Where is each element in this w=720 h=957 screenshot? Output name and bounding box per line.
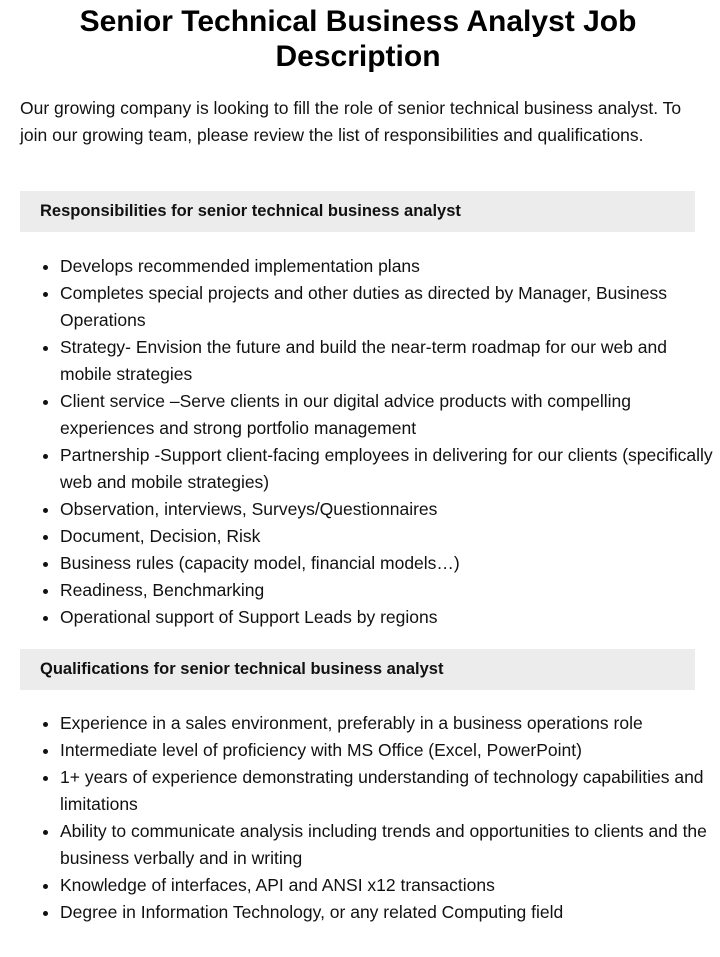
intro-paragraph: Our growing company is looking to fill the role of senior technical business analyst. To join our growing team, please review the list of responsibilities and qualifications.: [20, 98, 682, 145]
list-item: • Operational support of Support Leads by regions: [60, 604, 720, 631]
list-item: • Observation, interviews, Surveys/Questionnaires: [60, 496, 720, 523]
list-item: • Ability to communicate analysis including trends and opportunities to clients and the business verbally and in writing: [60, 818, 720, 872]
list-item: • Strategy- Envision the future and build the near-term roadmap for our web and mobile strategies: [60, 334, 720, 388]
list-item: • 1+ years of experience demonstrating understanding of technology capabilities and limitations: [60, 764, 720, 818]
list-item: • Client service –Serve clients in our digital advice products with compelling experiences and strong portfolio management: [60, 388, 720, 442]
list-item: • Readiness, Benchmarking: [60, 577, 720, 604]
responsibilities-heading: Responsibilities for senior technical business analyst: [20, 191, 695, 232]
list-item: • Degree in Information Technology, or any related Computing field: [60, 899, 720, 926]
list-item: • Develops recommended implementation plans: [60, 253, 720, 280]
qualifications-list: [20, 710, 720, 926]
list-item: • Completes special projects and other duties as directed by Manager, Business Operations: [60, 280, 720, 334]
page-title: Senior Technical Business Analyst Job Description: [79, 5, 637, 73]
list-item: • Knowledge of interfaces, API and ANSI x12 transactions: [60, 872, 720, 899]
list-item: • Partnership -Support client-facing employees in delivering for our clients (specifically web and mobile strategies): [60, 442, 720, 496]
responsibilities-list: [20, 253, 720, 631]
qualifications-heading: Qualifications for senior technical business analyst: [20, 649, 695, 690]
list-item: • Intermediate level of proficiency with MS Office (Excel, PowerPoint): [60, 737, 720, 764]
list-item: • Business rules (capacity model, financial models…): [60, 550, 720, 577]
list-item: • Experience in a sales environment, preferably in a business operations role: [60, 710, 720, 737]
list-item: • Document, Decision, Risk: [60, 523, 720, 550]
